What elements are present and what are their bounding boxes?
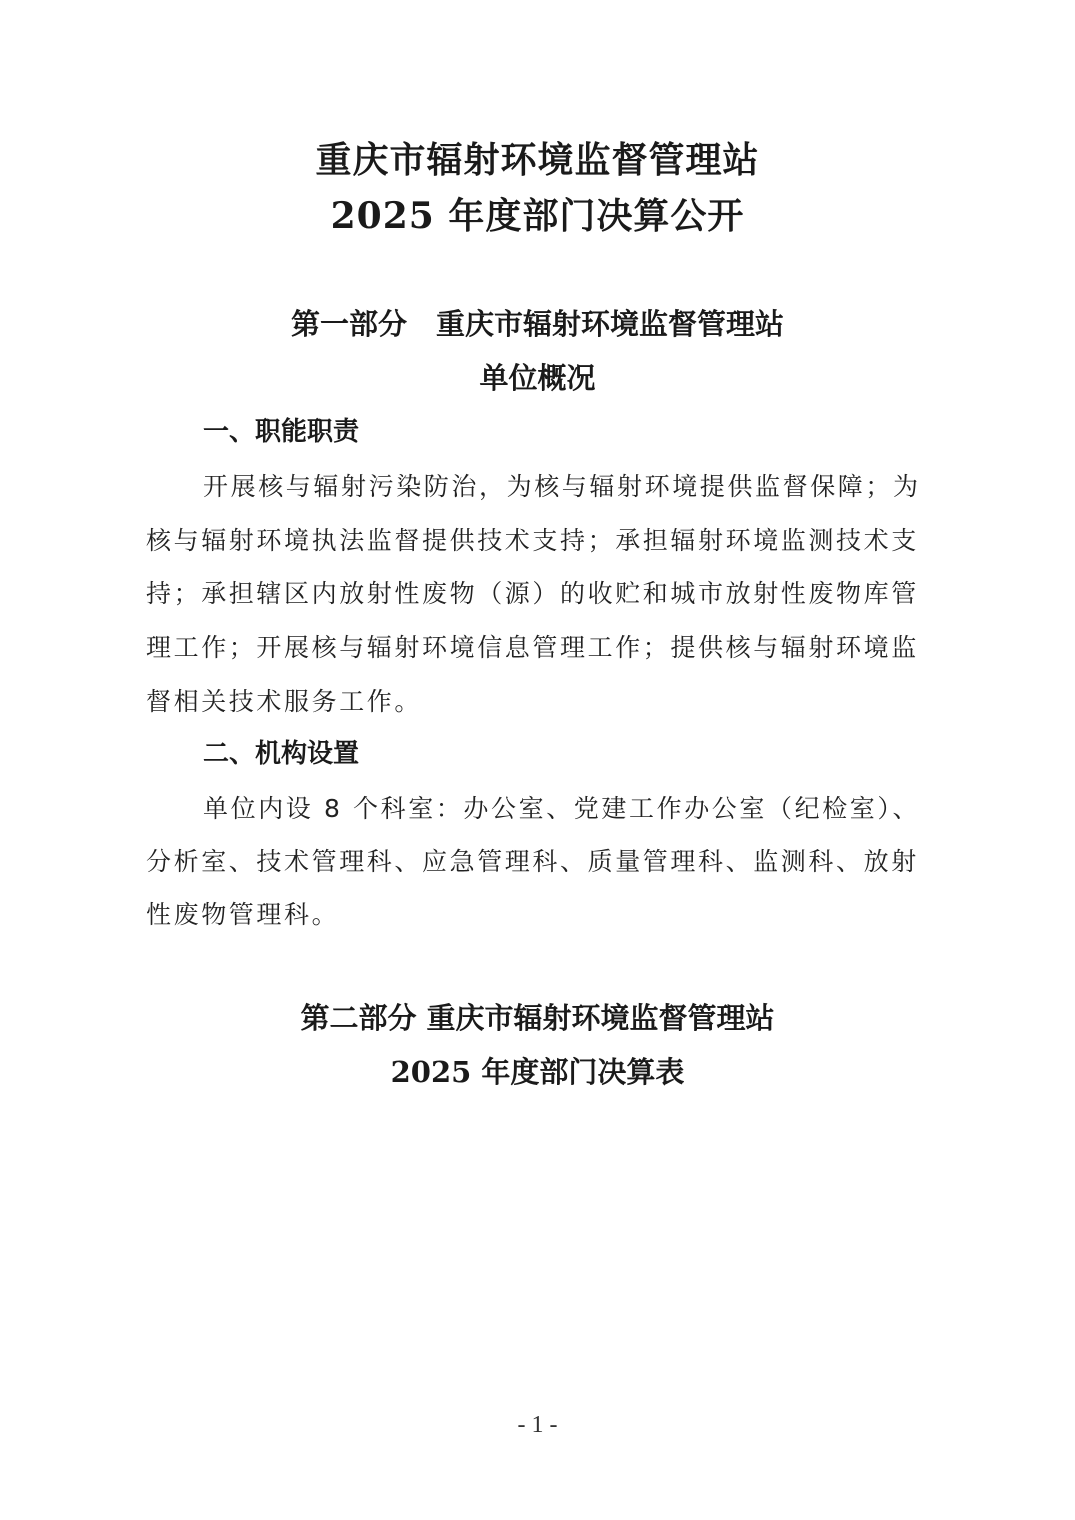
section1-paragraph-line: 理工作；开展核与辐射环境信息管理工作；提供核与辐射环境监 (146, 633, 919, 662)
section1-paragraph-line: 核与辐射环境执法监督提供技术支持；承担辐射环境监测技术支 (146, 526, 919, 555)
part2-heading-line2: 2025 年度部门决算表 (390, 1055, 685, 1089)
section1-paragraph-line: 持；承担辖区内放射性废物（源）的收贮和城市放射性废物库管 (146, 579, 919, 608)
part2-heading-line1: 第二部分 重庆市辐射环境监督管理站 (300, 1001, 775, 1035)
section2-paragraph-line: 分析室、技术管理科、应急管理科、质量管理科、监测科、放射 (146, 847, 919, 876)
section2-paragraph-line: 单位内设 8 个科室：办公室、党建工作办公室（纪检室）、 (203, 794, 921, 823)
section2-heading: 二、机构设置 (203, 739, 360, 769)
section1-heading: 一、职能职责 (203, 417, 360, 447)
part1-heading-line1: 第一部分 重庆市辐射环境监督管理站 (290, 307, 784, 341)
page-number: - 1 - (517, 1412, 558, 1438)
section2-paragraph-line: 性废物管理科。 (146, 900, 340, 929)
section1-paragraph-line: 开展核与辐射污染防治，为核与辐射环境提供监督保障；为 (203, 472, 921, 501)
section1-paragraph-line: 督相关技术服务工作。 (146, 687, 423, 716)
document-title-line2: 2025 年度部门决算公开 (330, 195, 745, 237)
document-title-line1: 重庆市辐射环境监督管理站 (315, 139, 760, 181)
part1-heading-line2: 单位概况 (479, 361, 596, 395)
